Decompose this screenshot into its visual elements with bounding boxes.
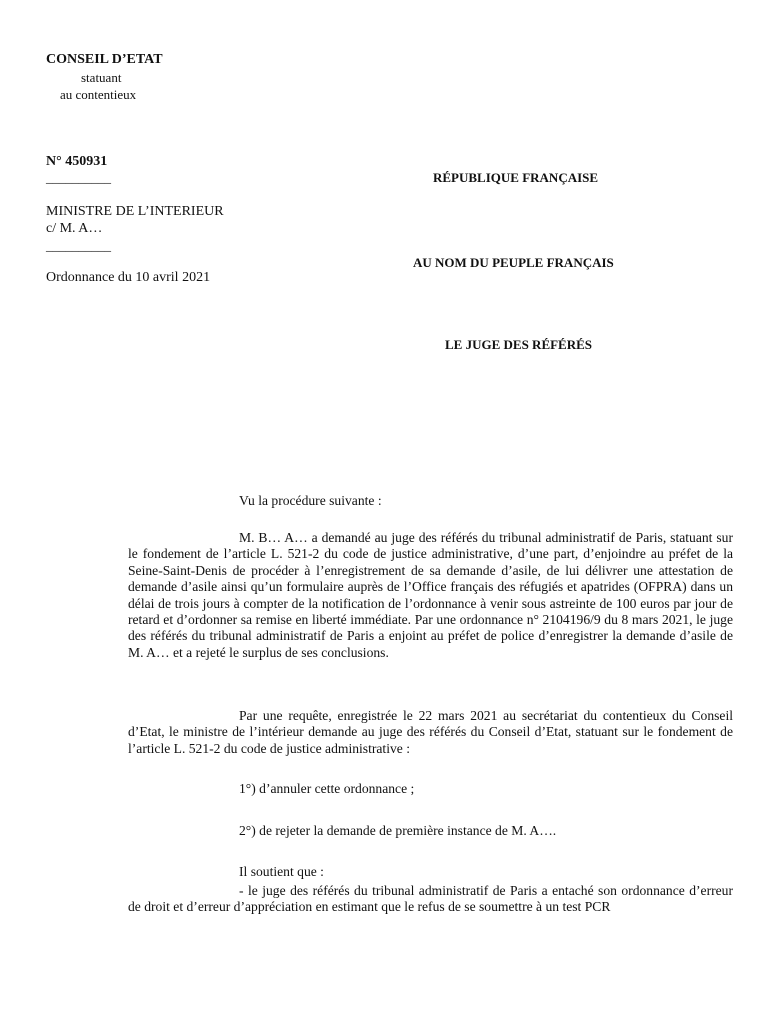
separator-line-1: __________ bbox=[46, 170, 111, 185]
case-number: N° 450931 bbox=[46, 154, 108, 169]
paragraph-1-text: M. B… A… a demandé au juge des référés du tribunal administratif de Paris, statuant sur le fondement de l’article L. 521-2 du code de justice administrative, d’une part, d’enjoindre au préfet de la Seine-Saint-Denis de procéder à l’enregistrement de sa demande d’asile, de lui délivrer une attestation de demande d’asile ainsi qu’un formulaire auprès de l’Office français des réfugiés et apatrides (OFPRA) dans un délai de trois jours à compter de la notification de l’ordonnance à venir sous astreinte de 100 euros par jour de retard et d’ordonner sa remise en liberté immédiate. Par une ordonnance n° 2104196/9 du 8 mars 2021, le juge des référés du tribunal administratif de Paris a enjoint au préfet de police d’enregistrer la demande d’asile de M. A… et a rejeté le surplus de ses conclusions. bbox=[128, 530, 733, 660]
people-heading: AU NOM DU PEUPLE FRANÇAIS bbox=[413, 255, 614, 270]
request-item-2: 2°) de rejeter la demande de première instance de M. A…. bbox=[239, 823, 557, 838]
separator-line-2: __________ bbox=[46, 238, 111, 253]
argues-heading: Il soutient que : bbox=[239, 864, 324, 879]
paragraph-1 bbox=[128, 530, 733, 661]
court-name: CONSEIL D’ETAT bbox=[46, 52, 163, 67]
paragraph-2 bbox=[128, 708, 733, 757]
paragraph-3 bbox=[128, 883, 733, 916]
request-item-1: 1°) d’annuler cette ordonnance ; bbox=[239, 781, 415, 796]
judge-heading: LE JUGE DES RÉFÉRÉS bbox=[445, 337, 593, 352]
republic-heading: RÉPUBLIQUE FRANÇAISE bbox=[433, 170, 599, 185]
paragraph-2-text: Par une requête, enregistrée le 22 mars 2021 au secrétariat du contentieux du Conseil d’Etat, le ministre de l’intérieur demande au juge des référés du Conseil d’Etat, statuant sur le fondement de l’article L. 521-2 du code de justice administrative : bbox=[128, 708, 733, 756]
parties-line-2: c/ M. A… bbox=[46, 221, 103, 236]
order-date: Ordonnance du 10 avril 2021 bbox=[46, 270, 211, 285]
court-subtitle-2: au contentieux bbox=[60, 87, 137, 102]
court-subtitle-1: statuant bbox=[81, 70, 122, 85]
procedure-intro: Vu la procédure suivante : bbox=[239, 493, 382, 508]
paragraph-3-text: - le juge des référés du tribunal administratif de Paris a entaché son ordonnance d’erreur de droit et d’erreur d’appréciation en estimant que le refus de se soumettre à un test PCR bbox=[128, 883, 733, 915]
parties-line-1: MINISTRE DE L’INTERIEUR bbox=[46, 204, 224, 219]
